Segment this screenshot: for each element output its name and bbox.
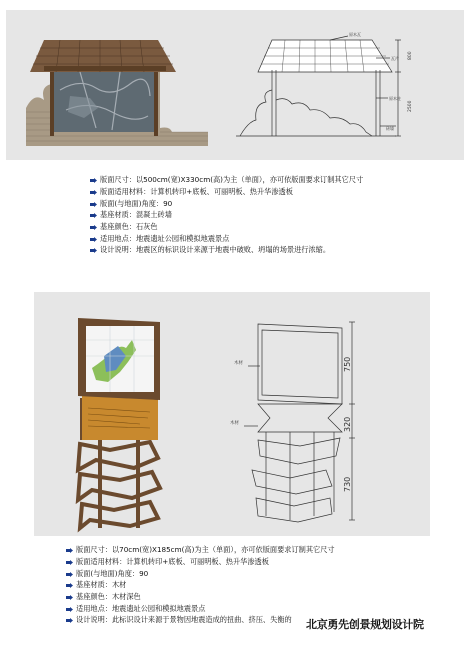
spec-item: 设计说明：地震区的标识设计来源于地震中破败、坍塌的场景进行浓缩。 <box>90 244 363 256</box>
sign2-spec-list <box>66 544 335 626</box>
sign2-label-wood-top: 木材 <box>234 361 243 366</box>
sign2-label-wood-bottom: 木材 <box>230 421 239 426</box>
spec-item: 适用地点：地震遗址公园和模拟地震景点 <box>90 232 363 244</box>
sign1-dim-2500: 2500 <box>408 100 413 112</box>
spec-item: 版面(与地面)角度：90 <box>90 197 363 209</box>
spec-item: 基座颜色：木材深色 <box>66 591 335 603</box>
sign2-line-drawing <box>244 322 355 522</box>
arrow-icon <box>66 571 73 576</box>
arrow-icon <box>66 582 73 587</box>
spec-item: 版面(与地面)角度：90 <box>66 567 335 579</box>
spec-item: 基座材质：木材 <box>66 579 335 591</box>
sign2-dim-730: 730 <box>343 476 352 492</box>
spec-item: 适用地点：地震遗址公园和模拟地震景点 <box>66 602 335 614</box>
spec-item: 版面适用材料：计算机转印+底板、可丽明板、热升华渗透板 <box>90 186 363 198</box>
sign1-label-post: 原木柱 <box>389 96 401 101</box>
sign1-label-tile: 瓦片 <box>391 56 399 61</box>
arrow-icon <box>66 547 73 552</box>
spec-item: 版面适用材料：计算机转印+底板、可丽明板、热升华渗透板 <box>66 556 335 568</box>
sign1-label-wall: 砖墙 <box>386 126 394 131</box>
sign1-label-roof: 原木瓦 <box>349 32 361 37</box>
sign2-rendering <box>78 318 160 528</box>
arrow-icon <box>66 606 73 611</box>
spec-item: 基座材质：混凝土砖墙 <box>90 209 363 221</box>
arrow-icon <box>66 559 73 564</box>
spec-item: 版面尺寸：以70cm(宽)X185cm(高)为主（单面），亦可依版面要求订制其它尺寸 <box>66 544 335 556</box>
spec-item: 版面尺寸：以500cm(宽)X330cm(高)为主（单面），亦可依版面要求订制其它尺寸 <box>90 174 363 186</box>
arrow-icon <box>66 617 73 622</box>
sign2-dim-320: 320 <box>343 416 352 432</box>
spec-item: 基座颜色：石灰色 <box>90 221 363 233</box>
arrow-icon <box>66 594 73 599</box>
sign1-dim-800: 800 <box>408 51 413 60</box>
footer-company-name: 北京勇先创景规划设计院 <box>306 618 424 631</box>
spec-item: 设计说明：此标识设计来源于景物因地震造成的扭曲、挤压、失衡的 <box>66 614 335 626</box>
sign2-dim-750: 750 <box>343 356 352 372</box>
